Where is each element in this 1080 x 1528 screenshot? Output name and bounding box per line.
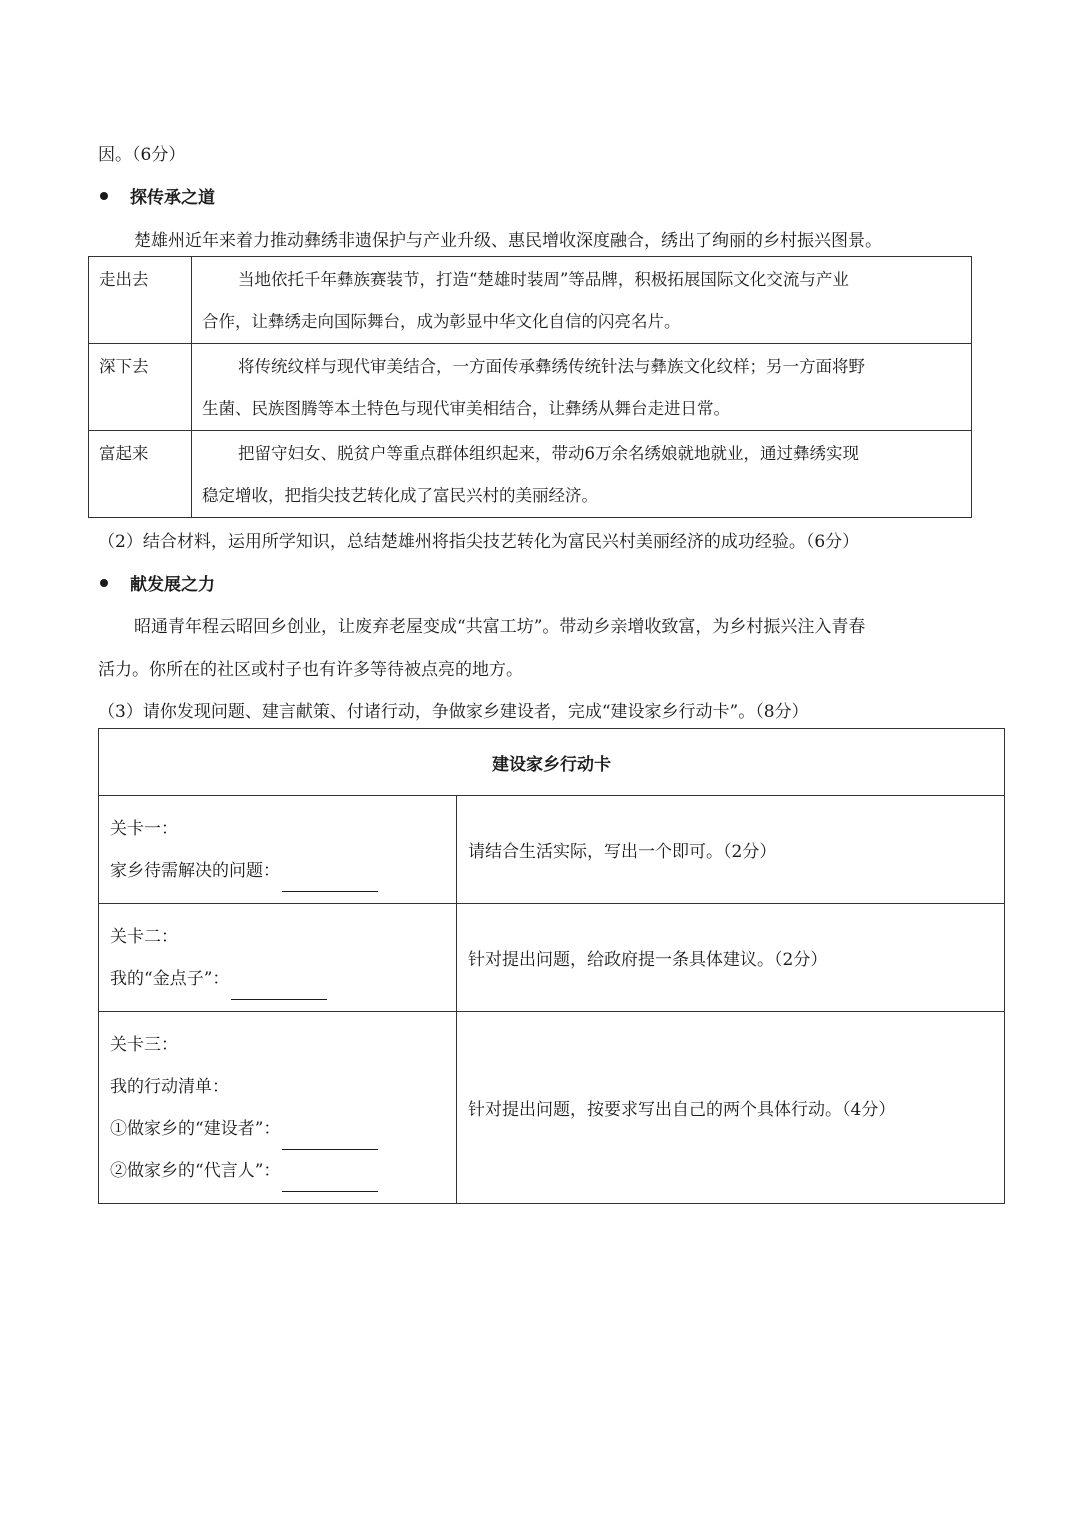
row-key: 富起来 <box>89 431 192 518</box>
answer-blank[interactable] <box>231 981 327 1000</box>
bullet-icon <box>100 579 108 587</box>
section-heading-contribute <box>100 570 215 595</box>
section-heading-inherit <box>100 183 215 208</box>
table-row <box>89 344 972 431</box>
level3-item2: ②做家乡的“代言人”： <box>110 1160 281 1181</box>
level3-hint: 针对提出问题，按要求写出自己的两个具体行动。（4分） <box>457 1012 1005 1204</box>
row-content: 当地依托千年彝族赛装节，打造“楚雄时装周”等品牌，积极拓展国际文化交流与产业 合作，让彝绣走向国际舞台，成为彰显中华文化自信的闪亮名片。 <box>192 257 972 344</box>
level2-cell <box>99 904 457 1012</box>
yi-embroidery-table <box>88 256 972 518</box>
answer-blank[interactable] <box>282 1131 378 1150</box>
section2-intro-line1: 昭通青年程云昭回乡创业，让废弃老屋变成“共富工坊”。带动乡亲增收致富，为乡村振兴注入青春 <box>134 617 866 637</box>
level1-hint: 请结合生活实际，写出一个即可。（2分） <box>457 796 1005 904</box>
level3-label: 关卡三： <box>110 1034 178 1055</box>
question-2: （2）结合材料，运用所学知识，总结楚雄州将指尖技艺转化为富民兴村美丽经济的成功经验。（6分） <box>98 532 860 552</box>
table-row <box>89 257 972 344</box>
row-key: 走出去 <box>89 257 192 344</box>
table-row <box>89 431 972 518</box>
answer-blank[interactable] <box>282 873 378 892</box>
action-card-table <box>98 728 1005 1204</box>
card-title: 建设家乡行动卡 <box>99 729 1005 796</box>
heading-text: 探传承之道 <box>130 188 215 208</box>
row-key: 深下去 <box>89 344 192 431</box>
section2-intro-line2: 活力。你所在的社区或村子也有许多等待被点亮的地方。 <box>98 660 523 680</box>
level3-prompt: 我的行动清单： <box>110 1076 229 1097</box>
level3-cell <box>99 1012 457 1204</box>
question-tail-fragment: 因。（6分） <box>98 145 186 165</box>
bullet-icon <box>100 192 108 200</box>
section1-intro: 楚雄州近年来着力推动彝绣非遗保护与产业升级、惠民增收深度融合，绣出了绚丽的乡村振兴图景。 <box>134 231 882 251</box>
level1-prompt: 家乡待需解决的问题： <box>110 860 280 881</box>
question-3: （3）请你发现问题、建言献策、付诸行动，争做家乡建设者，完成“建设家乡行动卡”。（8分） <box>98 702 809 722</box>
row-content: 把留守妇女、脱贫户等重点群体组织起来，带动6万余名绣娘就地就业，通过彝绣实现 稳定增收，把指尖技艺转化成了富民兴村的美丽经济。 <box>192 431 972 518</box>
level1-label: 关卡一： <box>110 818 178 839</box>
heading-text: 献发展之力 <box>130 575 215 595</box>
level2-prompt: 我的“金点子”： <box>110 968 230 989</box>
level2-label: 关卡二： <box>110 926 178 947</box>
level1-cell <box>99 796 457 904</box>
answer-blank[interactable] <box>282 1173 378 1192</box>
row-content: 将传统纹样与现代审美结合，一方面传承彝绣传统针法与彝族文化纹样；另一方面将野 生菌、民族图腾等本土特色与现代审美相结合，让彝绣从舞台走进日常。 <box>192 344 972 431</box>
level3-item1: ①做家乡的“建设者”： <box>110 1118 281 1139</box>
level2-hint: 针对提出问题，给政府提一条具体建议。（2分） <box>457 904 1005 1012</box>
